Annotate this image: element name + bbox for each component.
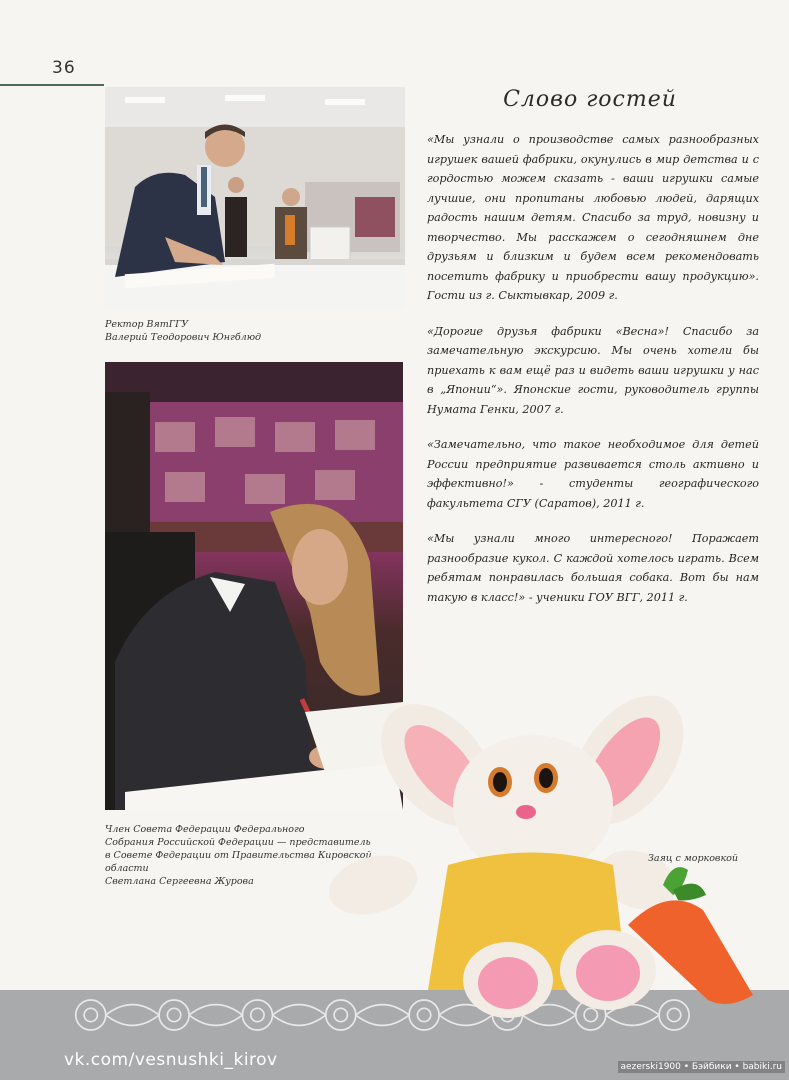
- page-number: 36: [52, 58, 76, 78]
- site-watermark: aezerski1900 • Бэйбики • babiki.ru: [618, 1061, 785, 1073]
- rector-caption-name: Валерий Теодорович Юнгблюд: [105, 332, 262, 343]
- zhurova-caption-line1: Член Совета Федерации Федерального: [105, 824, 305, 835]
- rector-caption-title: Ректор ВятГГУ: [105, 319, 189, 330]
- rabbit-caption: Заяц с морковкой: [648, 853, 738, 864]
- zhurova-caption-line4: Светлана Сергеевна Журова: [105, 876, 254, 887]
- guest-quotes: [427, 130, 759, 623]
- quote-pupils: «Мы узнали много интересного! Поражает разнообразие кукол. С каждой хотелось играть. Всем ребятам понравилась большая собака. Вот бы нам такую в класс!» - ученики ГОУ ВГГ, 2011 г.: [427, 532, 759, 604]
- zhurova-caption-line2: Собрания Российской Федерации — представитель: [105, 837, 371, 848]
- rector-caption: [105, 318, 365, 344]
- section-title: Слово гостей: [503, 87, 677, 112]
- quote-japan: «Дорогие друзья фабрики «Весна»! Спасибо за замечательную экскурсию. Мы очень хотели бы приехать к вам ещё раз и видеть ваши игрушки у нас в „Японии“». Японские гости, руководитель группы Нумата Генки, 2007 г.: [427, 324, 759, 416]
- page-number-rule: [0, 84, 104, 86]
- rector-photo: [105, 87, 405, 309]
- zhurova-caption-line3: в Совете Федерации от Правительства Кировской области: [105, 850, 372, 874]
- vk-link[interactable]: vk.com/vesnushki_kirov: [64, 1050, 278, 1070]
- quote-saratov: «Замечательно, что такое необходимое для детей России предприятие развивается столь активно и эффективно!» - студенты географического факультета СГУ (Саратов), 2011 г.: [427, 438, 759, 510]
- quote-syktyvkar: «Мы узнали о производстве самых разнообразных игрушек вашей фабрики, окунулись в мир детства и с гордостью можем сказать - ваши игрушки самые лучшие, они пропитаны любовью людей, дарящих радость нашим детям. Спасибо за труд, новизну и творчество. Мы расскажем о сегодняшнем дне друзьям и близким и будем всем рекомендовать посетить фабрику и приобрести вашу продукцию». Гости из г. Сыктывкар, 2009 г.: [427, 133, 759, 302]
